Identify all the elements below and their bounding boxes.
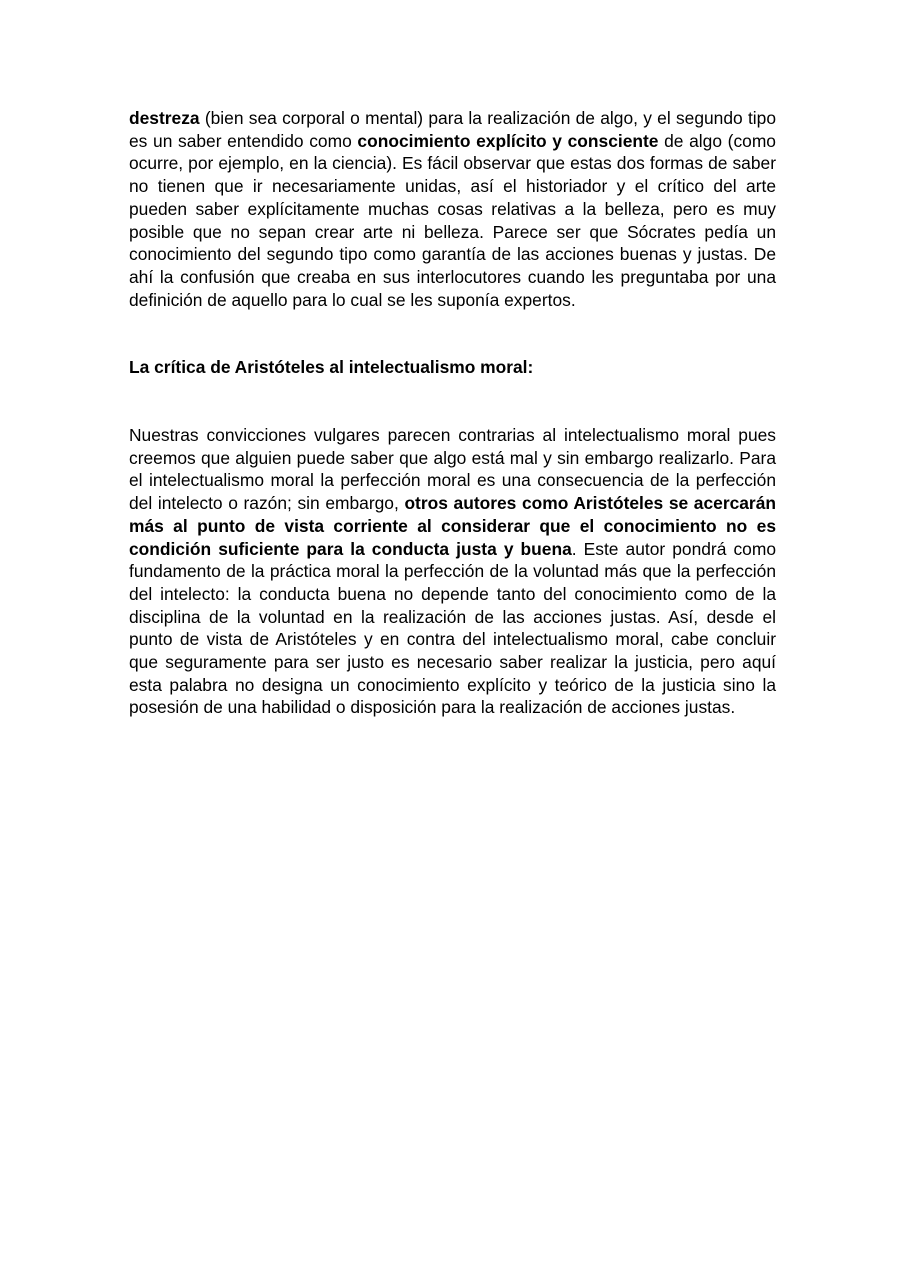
paragraph-1 — [129, 107, 776, 311]
paragraph-1-bold-phrase: conocimiento explícito y consciente — [357, 130, 659, 151]
document-body — [129, 107, 776, 719]
paragraph-2-text-b: . Este autor pondrá como fundamento de la práctica moral la perfección de la voluntad más que la perfección del intelecto: la conducta buena no depende tanto del conocimiento como de la disciplina de la voluntad en la realización de las acciones justas. Así, desde el punto de vista de Aristóteles y en contra del intelectualismo moral, cabe concluir que seguramente para ser justo es necesario saber realizar la justicia, pero aquí esta palabra no designa un conocimiento explícito y teórico de la justicia sino la posesión de una habilidad o disposición para la realización de acciones justas. — [129, 538, 776, 718]
paragraph-2 — [129, 424, 776, 719]
paragraph-1-text-a: (bien sea corporal o mental) para la realización de algo, y el segundo tipo es un saber entendido como — [129, 108, 776, 151]
paragraph-1-text-b: de algo (como ocurre, por ejemplo, en la ciencia). Es fácil observar que estas dos formas de saber no tienen que ir necesariamente unidas, así el historiador y el crítico del arte pueden saber explícitamente muchas cosas relativas a la belleza, pero es muy posible que no sepan crear arte ni belleza. Parece ser que Sócrates pedía un conocimiento del segundo tipo como garantía de las acciones buenas y justas. De ahí la confusión que creaba en sus interlocutores cuando les preguntaba por una definición de aquello para lo cual se les suponía expertos. — [129, 130, 776, 310]
paragraph-2-bold-phrase: otros autores como Aristóteles se acercarán más al punto de vista corriente al considerar que el conocimiento no es condición suficiente para la conducta justa y buena — [129, 493, 776, 559]
paragraph-1-bold-term: destreza — [129, 108, 200, 128]
paragraph-2-text-a: Nuestras convicciones vulgares parecen contrarias al intelectualismo moral pues creemos que alguien puede saber que algo está mal y sin embargo realizarlo. Para el intelectualismo moral la perfección moral es una consecuencia de la perfección del intelecto o razón; sin embargo, — [129, 425, 776, 514]
section-heading: La crítica de Aristóteles al intelectualismo moral: — [129, 357, 534, 378]
